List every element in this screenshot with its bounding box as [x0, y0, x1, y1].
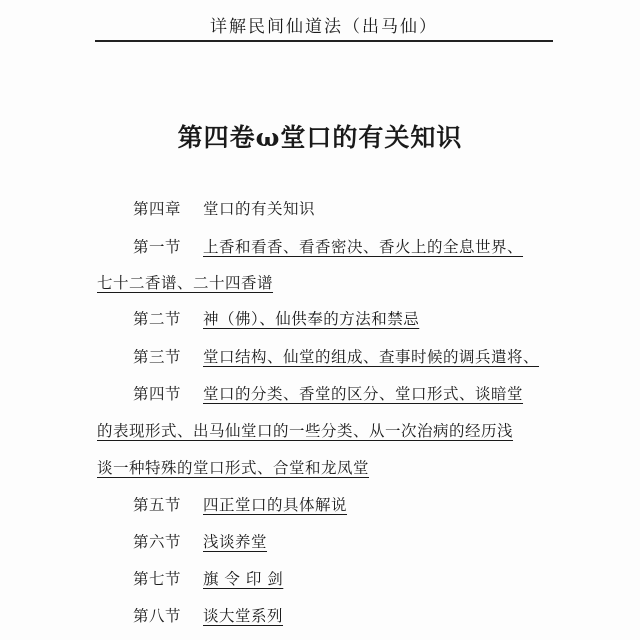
toc-link[interactable]: 堂口的分类、香堂的区分、堂口形式、谈暗堂 — [203, 385, 524, 403]
toc-label: 第六节 — [133, 533, 182, 551]
toc-link[interactable]: 上香和看香、看香密决、香火上的全息世界、 — [203, 238, 524, 256]
toc-link[interactable]: 谈大堂系列 — [203, 607, 284, 625]
toc-item-section-2 — [133, 307, 419, 329]
toc-link[interactable]: 谈一种特殊的堂口形式、合堂和龙凤堂 — [97, 459, 370, 477]
toc-item-section-8 — [133, 604, 283, 626]
header-divider — [95, 40, 553, 42]
toc-item-section-1 — [133, 235, 523, 257]
toc-text: 堂口的有关知识 — [203, 200, 316, 218]
page-header: 详解民间仙道法（出马仙） — [210, 17, 438, 37]
toc-link[interactable]: 旗 令 印 剑 — [203, 570, 284, 588]
volume-title: 第四卷ω堂口的有关知识 — [177, 123, 463, 152]
toc-item-section-4 — [133, 382, 523, 404]
toc-label: 第八节 — [133, 607, 182, 625]
toc-item-section-4-cont — [97, 419, 513, 441]
toc-item-section-3 — [133, 345, 539, 367]
toc-label: 第三节 — [133, 348, 182, 366]
toc-item-section-7 — [133, 567, 283, 589]
toc-link[interactable]: 的表现形式、出马仙堂口的一些分类、从一次治病的经历浅 — [97, 422, 514, 440]
toc-label: 第二节 — [133, 310, 182, 328]
toc-link[interactable]: 堂口结构、仙堂的组成、查事时候的调兵遣将、 — [203, 348, 540, 366]
toc-link[interactable]: 七十二香谱、二十四香谱 — [97, 274, 274, 292]
toc-label: 第四章 — [133, 200, 182, 218]
toc-label: 第五节 — [133, 496, 182, 514]
toc-item-section-6 — [133, 530, 267, 552]
toc-label: 第四节 — [133, 385, 182, 403]
toc-label: 第七节 — [133, 570, 182, 588]
toc-link[interactable]: 浅谈养堂 — [203, 533, 268, 551]
toc-item-section-1-cont — [97, 271, 273, 293]
toc-item-section-4-cont — [97, 456, 369, 478]
toc-item-section-5 — [133, 493, 347, 515]
toc-label: 第一节 — [133, 238, 182, 256]
toc-link[interactable]: 四正堂口的具体解说 — [203, 496, 348, 514]
toc-chapter — [133, 197, 315, 219]
toc-link[interactable]: 神（佛）、仙供奉的方法和禁忌 — [203, 310, 420, 328]
